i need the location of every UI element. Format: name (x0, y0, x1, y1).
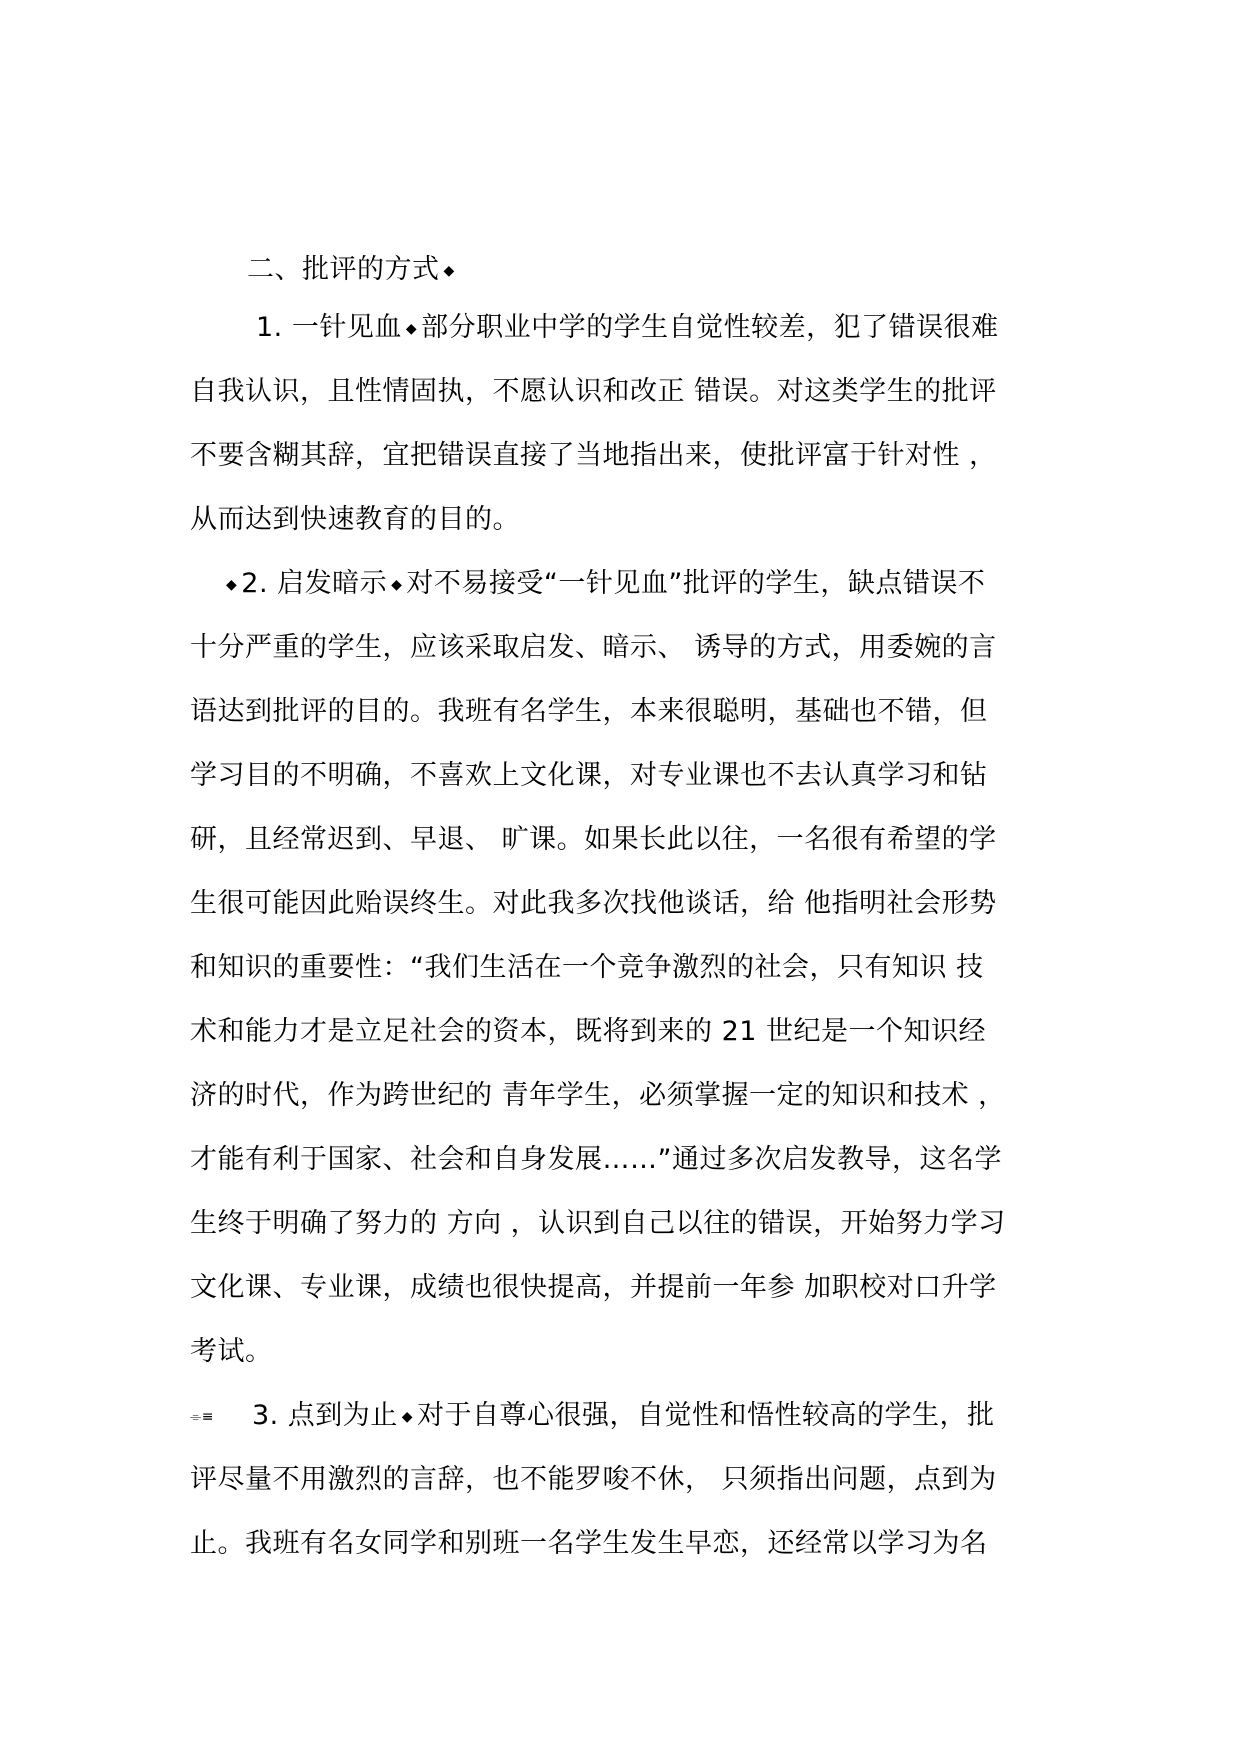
paragraph-line: 十分严重的学生，应该采取启发、暗示、 诱导的方式，用委婉的言 (190, 632, 997, 663)
item-3-marker: ⌯≡ (190, 1408, 214, 1425)
paragraph-line: 文化课、专业课，成绩也很快提高，并提前一年参 加职校对口升学 (190, 1272, 997, 1303)
paragraph-line: 评尽量不用激烈的言辞，也不能罗唆不休， 只须指出问题，点到为 (190, 1464, 997, 1495)
paragraph-line: 生终于明确了努力的 方向 ，认识到自己以往的错误，开始努力学习 (190, 1208, 1006, 1239)
paragraph-line: 语达到批评的目的。我班有名学生，本来很聪明，基础也不错，但 (190, 696, 988, 727)
paragraph-line: 济的时代，作为跨世纪的 青年学生，必须掌握一定的知识和技术 ， (190, 1080, 1006, 1111)
item-1-title-line: 1. 一针见血 ◆ 部分职业中学的学生自觉性较差，犯了错误很难 (256, 310, 999, 347)
bullet-diamond-icon: ◆ (443, 262, 455, 279)
paragraph-line: 才能有利于国家、社会和自身发展……”通过多次启发教导，这名学 (190, 1144, 1002, 1175)
item-3-title-line: ⌯≡ 3. 点到为止 ◆ 对于自尊心很强，自觉性和悟性较高的学生，批 (190, 1398, 995, 1435)
item-2-title-line: ◆ 2. 启发暗示 ◆ 对不易接受“一针见血”批评的学生，缺点错误不 (226, 566, 985, 603)
paragraph-line: 和知识的重要性：“我们生活在一个竞争激烈的社会，只有知识 技 (190, 952, 984, 983)
paragraph-line: 术和能力才是立足社会的资本，既将到来的 21 世纪是一个知识经 (190, 1016, 987, 1047)
bullet-diamond-icon: ◆ (401, 1408, 414, 1425)
paragraph-line: 学习目的不明确，不喜欢上文化课，对专业课也不去认真学习和钻 (190, 760, 988, 791)
bullet-diamond-icon: ◆ (226, 576, 238, 593)
paragraph-line: 研，且经常迟到、早退、 旷课。如果长此以往，一名很有希望的学 (190, 824, 997, 855)
paragraph-line: 从而达到快速教育的目的。 (190, 504, 520, 535)
paragraph-line: 考试。 (190, 1336, 273, 1367)
paragraph-line: 止。我班有名女同学和别班一名学生发生早恋，还经常以学习为名 (190, 1528, 988, 1559)
paragraph-line: 自我认识，且性情固执，不愿认识和改正 错误。对这类学生的批评 (190, 376, 997, 407)
bullet-diamond-icon: ◆ (391, 576, 403, 593)
bullet-diamond-icon: ◆ (405, 320, 418, 337)
paragraph-line: 不要含糊其辞，宜把错误直接了当地指出来，使批评富于针对性 ， (190, 440, 997, 471)
section-heading: 二、批评的方式 ◆ (247, 252, 459, 289)
paragraph-line: 生很可能因此贻误终生。对此我多次找他谈话，给 他指明社会形势 (190, 888, 997, 919)
